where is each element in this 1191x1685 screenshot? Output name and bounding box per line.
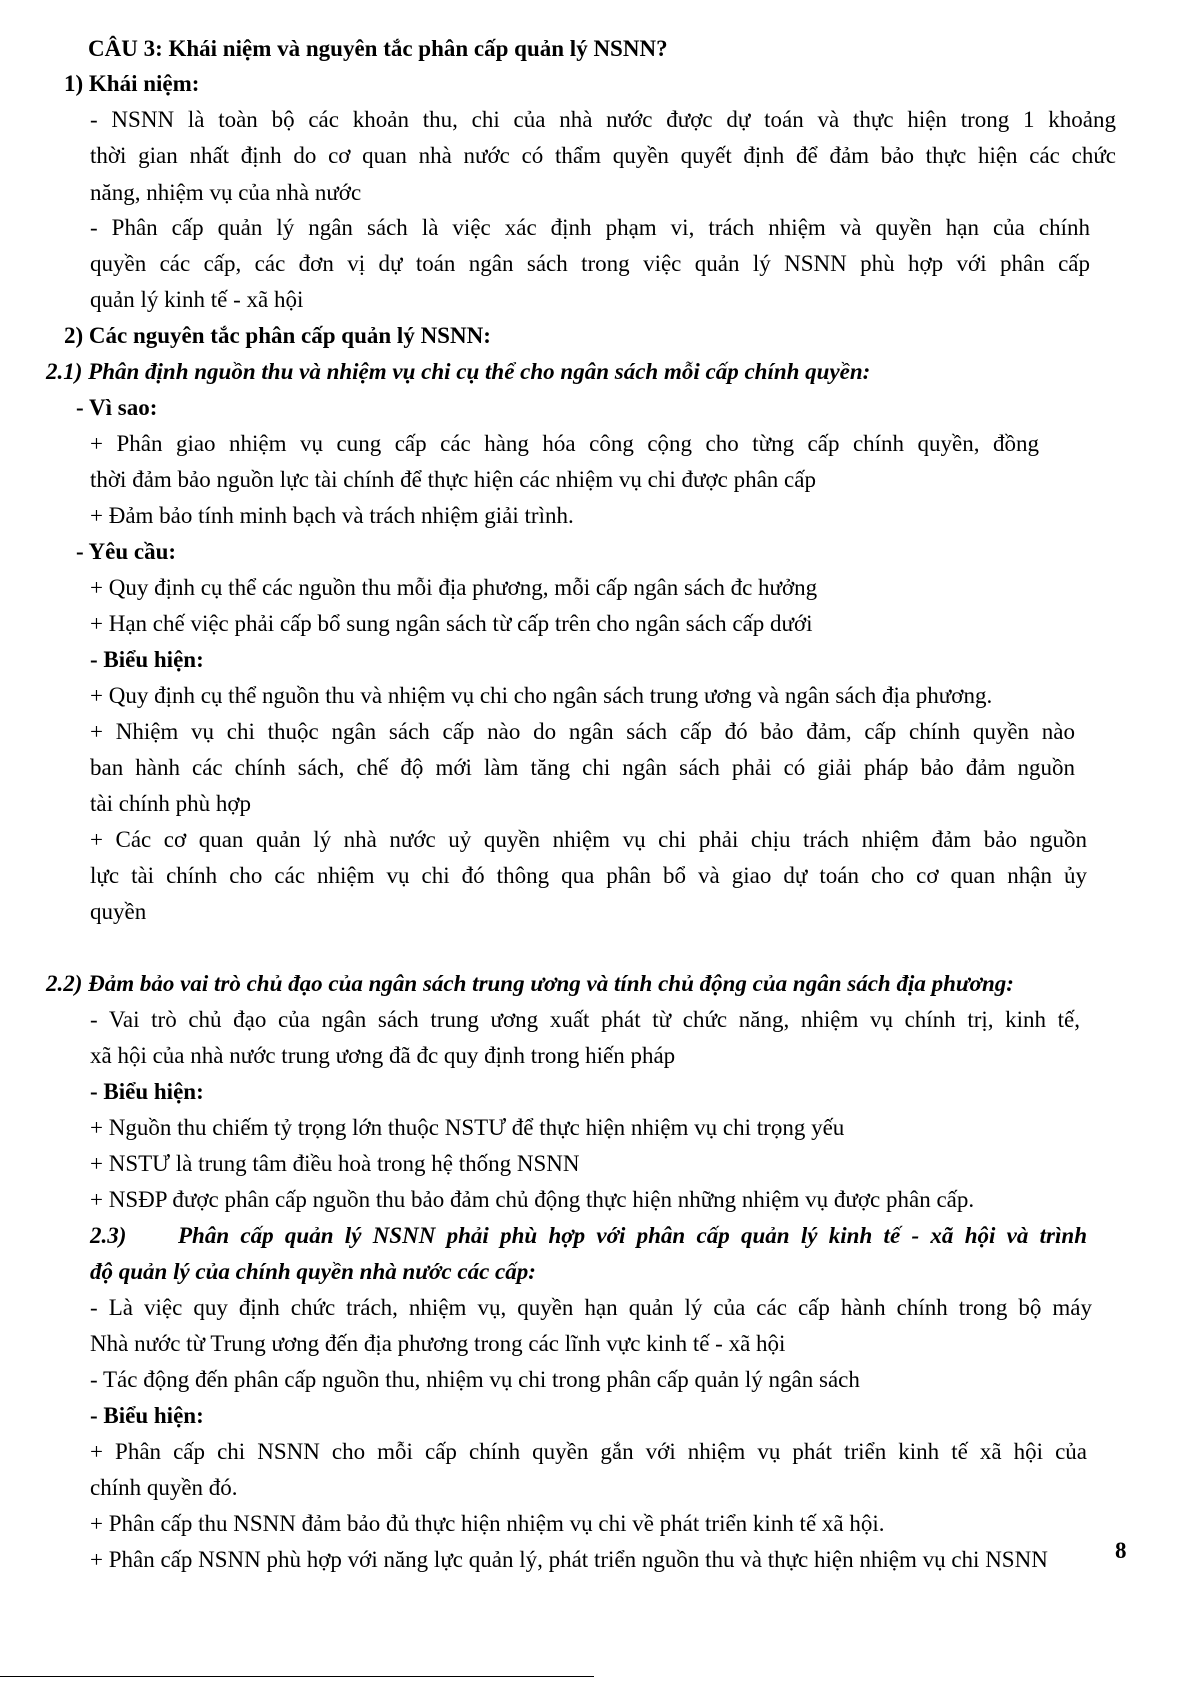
paragraph-line: thời gian nhất định do cơ quan nhà nước có thẩm quyền quyết định để đảm bảo thực hiện các chức	[90, 143, 1116, 168]
list-item: + NSĐP được phân cấp nguồn thu bảo đảm chủ động thực hiện những nhiệm vụ được phân cấp.	[90, 1187, 975, 1212]
list-item: tài chính phù hợp	[90, 791, 251, 816]
paragraph-line: - Phân cấp quản lý ngân sách là việc xác định phạm vi, trách nhiệm và quyền hạn của chính	[90, 215, 1090, 240]
question-title: CÂU 3: Khái niệm và nguyên tắc phân cấp quản lý NSNN?	[88, 36, 668, 61]
list-item: + Nhiệm vụ chi thuộc ngân sách cấp nào do ngân sách cấp đó bảo đảm, cấp chính quyền nào	[90, 719, 1075, 744]
expression-label: - Biểu hiện:	[90, 647, 204, 672]
list-item: + Phân giao nhiệm vụ cung cấp các hàng hóa công cộng cho từng cấp chính quyền, đồng	[90, 431, 1039, 456]
subsection-2-3-heading: Phân cấp quản lý NSNN phải phù hợp với phân cấp quản lý kinh tế - xã hội và trình	[178, 1223, 1087, 1248]
list-item: quyền	[90, 899, 147, 924]
footer-rule	[0, 1676, 594, 1677]
paragraph-line: quyền các cấp, các đơn vị dự toán ngân sách trong việc quản lý NSNN phù hợp với phân cấp	[90, 251, 1090, 276]
subsection-2-3-number: 2.3)	[90, 1223, 127, 1248]
subsection-2-2-heading: 2.2) Đảm bảo vai trò chủ đạo của ngân sách trung ương và tính chủ động của ngân sách địa phương:	[46, 971, 1014, 996]
list-item: + Quy định cụ thể nguồn thu và nhiệm vụ chi cho ngân sách trung ương và ngân sách địa phương.	[90, 683, 993, 708]
list-item: + Phân cấp NSNN phù hợp với năng lực quản lý, phát triển nguồn thu và thực hiện nhiệm vụ chi NSNN	[90, 1547, 1048, 1572]
list-item: + Quy định cụ thể các nguồn thu mỗi địa phương, mỗi cấp ngân sách đc hưởng	[90, 575, 818, 600]
paragraph-line: - Tác động đến phân cấp nguồn thu, nhiệm vụ chi trong phân cấp quản lý ngân sách	[90, 1367, 860, 1392]
requirement-label: - Yêu cầu:	[76, 539, 177, 564]
paragraph-line: - NSNN là toàn bộ các khoản thu, chi của nhà nước được dự toán và thực hiện trong 1 khoảng	[90, 107, 1116, 132]
paragraph-line: năng, nhiệm vụ của nhà nước	[90, 180, 362, 205]
section-2-heading: 2) Các nguyên tắc phân cấp quản lý NSNN:	[64, 323, 491, 348]
section-1-heading: 1) Khái niệm:	[64, 71, 200, 96]
paragraph-line: - Vai trò chủ đạo của ngân sách trung ương xuất phát từ chức năng, nhiệm vụ chính trị, kinh tế,	[90, 1007, 1080, 1032]
paragraph-line: - Là việc quy định chức trách, nhiệm vụ, quyền hạn quản lý của các cấp hành chính trong bộ máy	[90, 1295, 1092, 1320]
why-label: - Vì sao:	[76, 395, 158, 420]
list-item: + Phân cấp chi NSNN cho mỗi cấp chính quyền gắn với nhiệm vụ phát triển kinh tế xã hội của	[90, 1439, 1087, 1464]
subsection-2-3-heading-continued: độ quản lý của chính quyền nhà nước các cấp:	[90, 1259, 536, 1284]
expression-label: - Biểu hiện:	[90, 1403, 204, 1428]
expression-label: - Biểu hiện:	[90, 1079, 204, 1104]
list-item: thời đảm bảo nguồn lực tài chính để thực hiện các nhiệm vụ chi được phân cấp	[90, 467, 816, 492]
page-number: 8	[1115, 1538, 1127, 1563]
subsection-2-1-heading: 2.1) Phân định nguồn thu và nhiệm vụ chi cụ thể cho ngân sách mỗi cấp chính quyền:	[46, 359, 871, 384]
paragraph-line: Nhà nước từ Trung ương đến địa phương trong các lĩnh vực kinh tế - xã hội	[90, 1331, 786, 1356]
list-item: + Các cơ quan quản lý nhà nước uỷ quyền nhiệm vụ chi phải chịu trách nhiệm đảm bảo nguồn	[90, 827, 1087, 852]
list-item: + Hạn chế việc phải cấp bổ sung ngân sách từ cấp trên cho ngân sách cấp dưới	[90, 611, 813, 636]
list-item: + Phân cấp thu NSNN đảm bảo đủ thực hiện nhiệm vụ chi về phát triển kinh tế xã hội.	[90, 1511, 885, 1536]
list-item: + NSTƯ là trung tâm điều hoà trong hệ thống NSNN	[90, 1151, 580, 1176]
list-item: + Đảm bảo tính minh bạch và trách nhiệm giải trình.	[90, 503, 574, 528]
paragraph-line: xã hội của nhà nước trung ương đã đc quy định trong hiến pháp	[90, 1043, 676, 1068]
list-item: chính quyền đó.	[90, 1475, 238, 1500]
paragraph-line: quản lý kinh tế - xã hội	[90, 287, 304, 312]
list-item: lực tài chính cho các nhiệm vụ chi đó thông qua phân bổ và giao dự toán cho cơ quan nhận ủy	[90, 863, 1087, 888]
list-item: + Nguồn thu chiếm tỷ trọng lớn thuộc NSTƯ để thực hiện nhiệm vụ chi trọng yếu	[90, 1115, 845, 1140]
list-item: ban hành các chính sách, chế độ mới làm tăng chi ngân sách phải có giải pháp bảo đảm nguồn	[90, 755, 1075, 780]
